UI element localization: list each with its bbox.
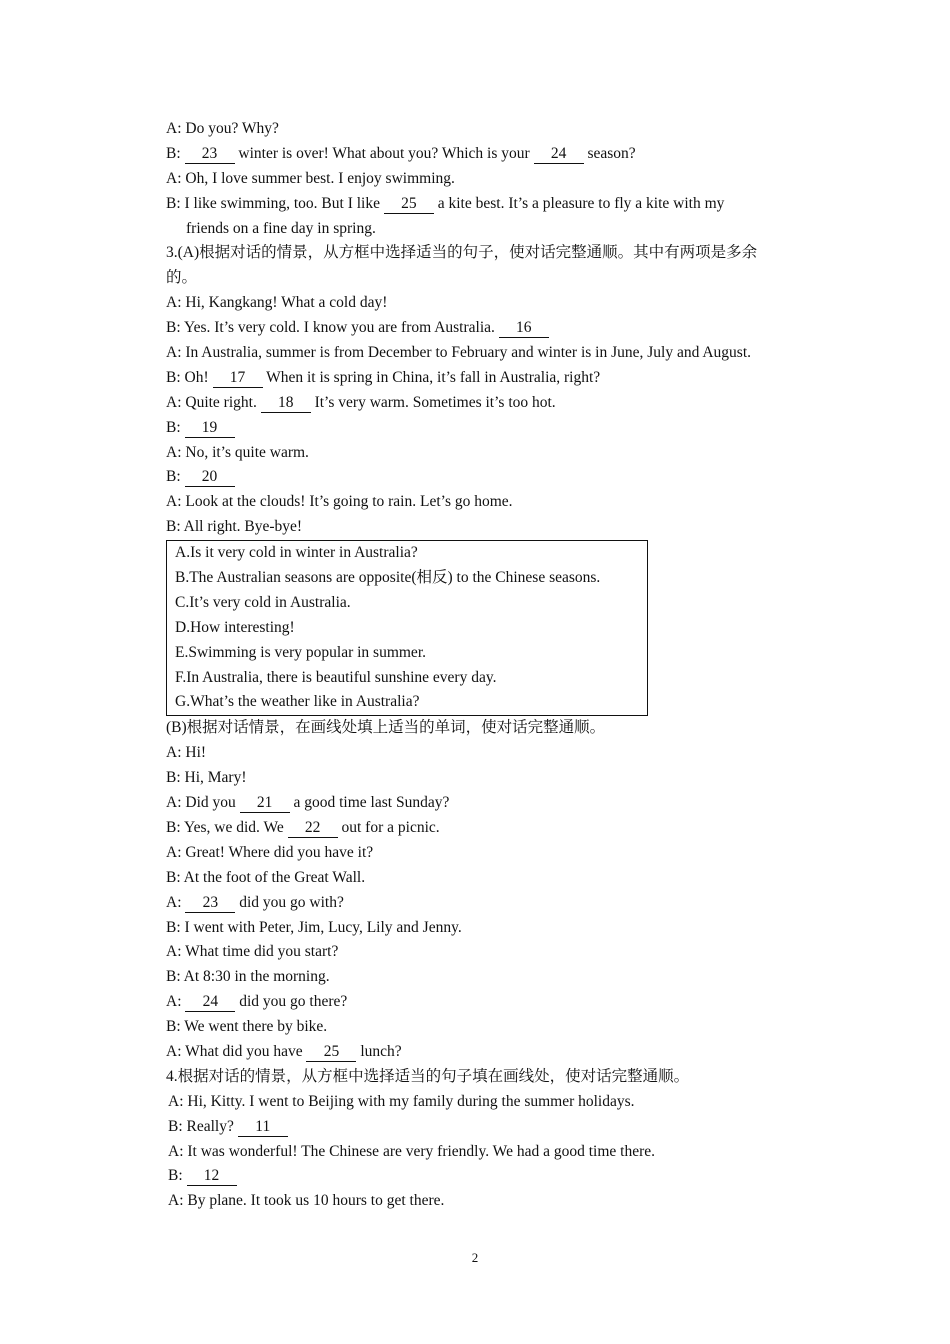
answer-blank[interactable]: 22 [288, 819, 338, 838]
text-line [166, 1090, 816, 1115]
answer-blank[interactable]: 23 [185, 145, 235, 164]
text-segment: B: Yes. It’s very cold. I know you are from Australia. [166, 319, 499, 337]
text-segment: B: All right. Bye-bye! [166, 518, 303, 536]
text-line [166, 341, 816, 366]
text-line [166, 816, 816, 841]
text-segment: B: We went there by bike. [166, 1018, 328, 1036]
answer-blank[interactable]: 25 [384, 195, 434, 214]
options-box [166, 540, 648, 716]
text-segment: A: Quite right. [166, 393, 261, 411]
answer-blank[interactable]: 19 [185, 419, 235, 438]
text-segment: A: Oh, I love summer best. I enjoy swimming. [166, 169, 455, 187]
text-line [166, 391, 816, 416]
text-line [166, 1115, 816, 1140]
text-segment: A: What time did you start? [166, 943, 339, 961]
text-line [166, 1140, 816, 1165]
dialogue-section-top [166, 117, 816, 540]
text-line [166, 916, 816, 941]
text-segment: A: By plane. It took us 10 hours to get there. [168, 1192, 445, 1210]
answer-blank[interactable]: 16 [499, 319, 549, 338]
text-segment: friends on a fine day in spring. [186, 219, 376, 237]
text-line [166, 965, 816, 990]
answer-blank[interactable]: 21 [240, 794, 290, 813]
text-segment: When it is spring in China, it’s fall in Australia, right? [262, 368, 601, 386]
text-line [166, 192, 816, 217]
text-segment: did you go with? [235, 893, 344, 911]
text-segment: A: Hi, Kangkang! What a cold day! [166, 294, 388, 312]
text-segment: B: [166, 468, 185, 486]
option-item: G.What’s the weather like in Australia? [175, 693, 420, 711]
text-line [166, 266, 816, 291]
text-line [166, 117, 816, 142]
text-line [166, 241, 816, 266]
option-item: F.In Australia, there is beautiful sunshine every day. [175, 668, 497, 686]
exercise-content [166, 117, 816, 1214]
text-segment: B: Oh! [166, 368, 213, 386]
text-segment: B: [166, 418, 185, 436]
text-segment: A: [166, 993, 186, 1011]
text-segment: A: What did you have [166, 1042, 307, 1060]
text-line [166, 1065, 816, 1090]
option-item: D.How interesting! [175, 618, 295, 636]
text-segment: A: Do you? Why? [166, 120, 279, 137]
text-segment: A: [166, 893, 186, 911]
text-line [166, 716, 816, 741]
text-segment: B: Hi, Mary! [166, 769, 247, 787]
option-item: B.The Australian seasons are opposite(相反) to the Chinese seasons. [175, 569, 601, 587]
text-segment: B: I like swimming, too. But I like [166, 194, 384, 212]
text-line [166, 1189, 816, 1214]
text-line [166, 217, 816, 242]
text-line [166, 940, 816, 965]
text-line [166, 167, 816, 192]
text-segment: (B)根据对话情景，在画线处填上适当的单词，使对话完整通顺。 [166, 719, 606, 737]
text-segment: B: At the foot of the Great Wall. [166, 868, 366, 886]
text-line [166, 866, 816, 891]
text-line [166, 366, 816, 391]
text-line [166, 490, 816, 515]
answer-blank[interactable]: 20 [185, 468, 235, 487]
text-segment: B: [168, 1167, 187, 1185]
text-segment: did you go there? [235, 993, 348, 1011]
text-segment: lunch? [356, 1042, 402, 1060]
text-line [166, 1040, 816, 1065]
text-segment: A: Did you [166, 794, 240, 812]
text-segment: B: [166, 144, 185, 162]
answer-blank[interactable]: 25 [306, 1043, 356, 1062]
text-line [166, 990, 816, 1015]
text-line [166, 741, 816, 766]
text-line [166, 441, 816, 466]
text-segment: A: It was wonderful! The Chinese are very friendly. We had a good time there. [168, 1142, 655, 1160]
text-line [166, 766, 816, 791]
text-line [166, 515, 816, 540]
text-segment: 4.根据对话的情景，从方框中选择适当的句子填在画线处，使对话完整通顺。 [166, 1067, 690, 1085]
text-line [166, 316, 816, 341]
dialogue-section-bottom [166, 716, 816, 1214]
answer-blank[interactable]: 17 [213, 369, 263, 388]
text-line [166, 416, 816, 441]
answer-blank[interactable]: 24 [185, 993, 235, 1012]
text-segment: a kite best. It’s a pleasure to fly a kite with my [433, 194, 725, 212]
text-line [166, 791, 816, 816]
answer-blank[interactable]: 24 [534, 145, 584, 164]
text-line [166, 1015, 816, 1040]
text-line [166, 291, 816, 316]
text-line [166, 1164, 816, 1189]
option-item: C.It’s very cold in Australia. [175, 593, 351, 611]
answer-blank[interactable]: 18 [261, 394, 311, 413]
option-item: A.Is it very cold in winter in Australia? [175, 544, 418, 562]
text-segment: B: At 8:30 in the morning. [166, 968, 330, 986]
text-segment: B: I went with Peter, Jim, Lucy, Lily and Jenny. [166, 918, 462, 936]
text-segment: out for a picnic. [337, 818, 440, 836]
text-line [166, 841, 816, 866]
text-segment: winter is over! What about you? Which is your [234, 144, 534, 162]
text-segment: A: No, it’s quite warm. [166, 443, 309, 461]
answer-blank[interactable]: 12 [187, 1167, 237, 1186]
text-line [166, 465, 816, 490]
text-segment: B: Yes, we did. We [166, 818, 288, 836]
text-segment: 3.(A)根据对话的情景，从方框中选择适当的句子，使对话完整通顺。其中有两项是多余 [166, 244, 758, 262]
text-segment: A: Hi, Kitty. I went to Beijing with my family during the summer holidays. [168, 1092, 635, 1110]
text-segment: A: Great! Where did you have it? [166, 843, 374, 861]
text-segment: B: Really? [168, 1117, 238, 1135]
text-segment: season? [583, 144, 636, 162]
text-line [166, 891, 816, 916]
text-segment: a good time last Sunday? [289, 794, 450, 812]
text-segment: It’s very warm. Sometimes it’s too hot. [310, 393, 556, 411]
text-segment: A: In Australia, summer is from December to February and winter is in June, July and August. [166, 344, 752, 362]
text-segment: A: Hi! [166, 744, 207, 762]
text-line [166, 142, 816, 167]
text-segment: 的。 [166, 269, 198, 287]
option-item: E.Swimming is very popular in summer. [175, 643, 426, 661]
text-segment: A: Look at the clouds! It’s going to rain. Let’s go home. [166, 493, 513, 511]
answer-blank[interactable]: 11 [238, 1118, 288, 1137]
answer-blank[interactable]: 23 [185, 894, 235, 913]
page-number: 2 [471, 1250, 479, 1265]
